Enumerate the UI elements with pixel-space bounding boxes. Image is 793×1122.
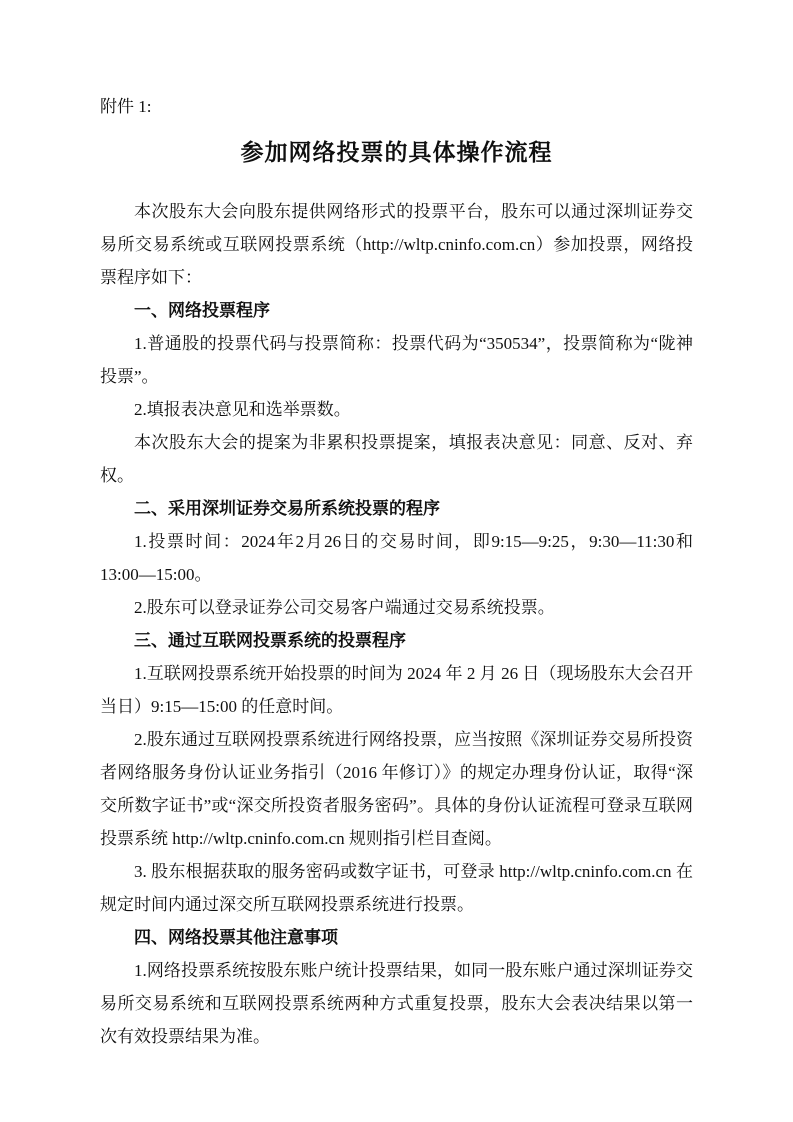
section-1-paragraph-2: 2.填报表决意见和选举票数。 (134, 400, 351, 419)
section-3-paragraph-1: 1.互联网投票系统开始投票的时间为 2024 年 2 月 26 日（现场股东大会召开当日）9:15—15:00 的任意时间。 (100, 664, 693, 716)
intro-paragraph: 本次股东大会向股东提供网络形式的投票平台，股东可以通过深圳证券交易所交易系统或互联网投票系统（http://wltp.cninfo.com.cn）参加投票，网络投票程序如下： (100, 202, 693, 287)
section-1-heading: 一、网络投票程序 (134, 301, 270, 320)
document-body (100, 195, 693, 1053)
attachment-label: 附件 1: (100, 97, 152, 116)
section-3-paragraph-3: 3. 股东根据获取的服务密码或数字证书，可登录 http://wltp.cninfo.com.cn 在规定时间内通过深交所互联网投票系统进行投票。 (100, 862, 693, 914)
section-2-paragraph-2: 2.股东可以登录证券公司交易客户端通过交易系统投票。 (134, 598, 555, 617)
section-3-paragraph-2: 2.股东通过互联网投票系统进行网络投票，应当按照《深圳证券交易所投资者网络服务身份认证业务指引（2016 年修订）》的规定办理身份认证，取得“深交所数字证书”或“深交所投资者服务密码”。具体的身份认证流程可登录互联网投票系统 http://wltp.cninfo.com.cn 规则指引栏目查阅。 (100, 730, 693, 848)
section-2-heading: 二、采用深圳证券交易所系统投票的程序 (134, 499, 440, 518)
section-4-heading: 四、网络投票其他注意事项 (134, 928, 338, 947)
document-title: 参加网络投票的具体操作流程 (240, 140, 553, 165)
section-4-paragraph-1: 1.网络投票系统按股东账户统计投票结果，如同一股东账户通过深圳证券交易所交易系统和互联网投票系统两种方式重复投票，股东大会表决结果以第一次有效投票结果为准。 (100, 961, 693, 1046)
section-3-heading: 三、通过互联网投票系统的投票程序 (134, 631, 406, 650)
section-1-paragraph-1: 1.普通股的投票代码与投票简称：投票代码为“350534”，投票简称为“陇神投票”。 (100, 334, 693, 386)
section-1-paragraph-3: 本次股东大会的提案为非累积投票提案，填报表决意见：同意、反对、弃权。 (100, 433, 693, 485)
section-2-paragraph-1: 1.投票时间：2024年2月26日的交易时间，即9:15—9:25，9:30—11:30和13:00—15:00。 (100, 532, 693, 584)
